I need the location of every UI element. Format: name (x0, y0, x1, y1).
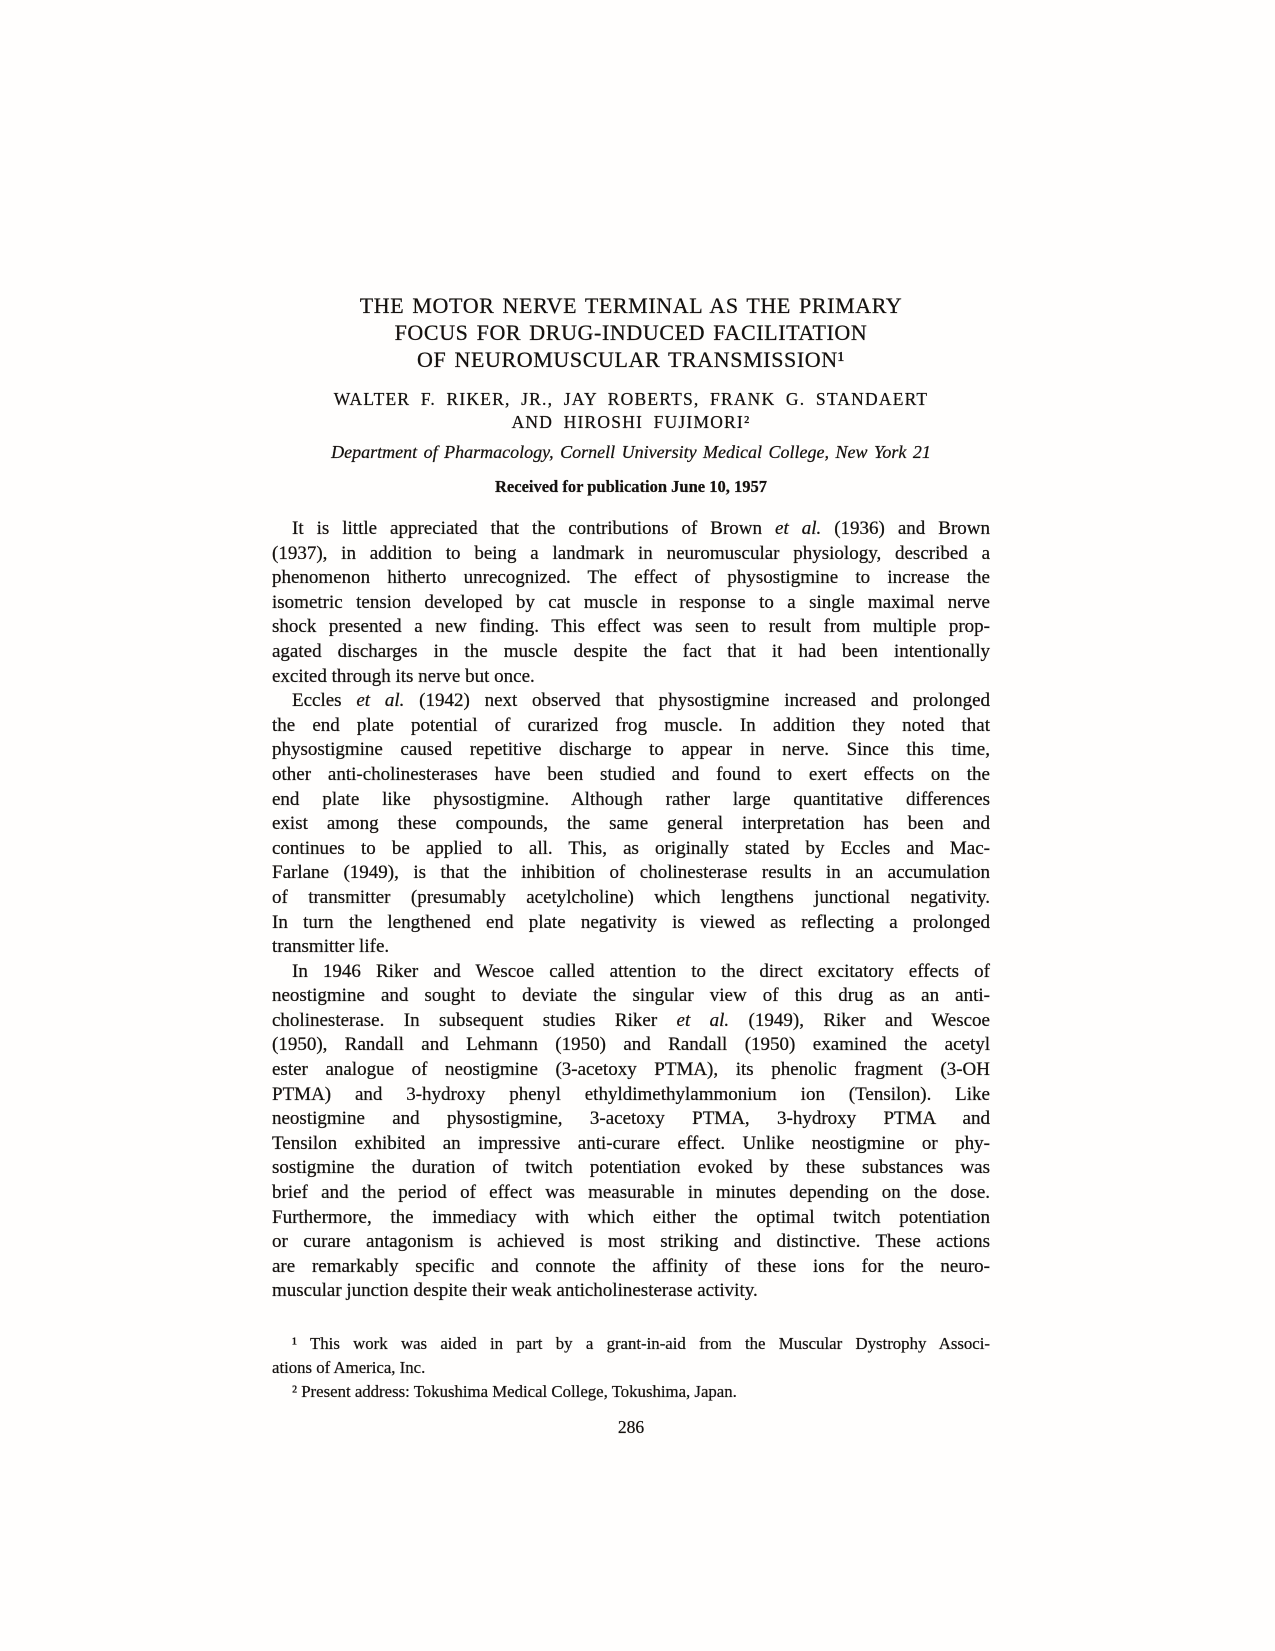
paragraph-1 (272, 517, 990, 689)
text-line: or curare antagonism is achieved is most striking and distinctive. These actions (272, 1231, 990, 1253)
text-line: ations of America, Inc. (272, 1358, 426, 1377)
text-line: sostigmine the duration of twitch potentiation evoked by these substances was (272, 1157, 990, 1179)
text-line: transmitter life. (272, 936, 390, 958)
text-line: THE MOTOR NERVE TERMINAL AS THE PRIMARY (359, 293, 903, 318)
text-line: shock presented a new finding. This effect was seen to result from multiple prop- (272, 616, 990, 638)
text-line: Furthermore, the immediacy with which either the optimal twitch potentiation (272, 1206, 990, 1228)
footnotes (272, 1332, 990, 1404)
text-line: of transmitter (presumably acetylcholine) which lengthens junctional negativity. (272, 886, 990, 908)
text-line: In 1946 Riker and Wescoe called attention to the direct excitatory effects of (292, 960, 990, 982)
text-line: are remarkably specific and connote the affinity of these ions for the neuro- (272, 1255, 990, 1277)
page-number: 286 (617, 1417, 645, 1437)
text-line: end plate like physostigmine. Although rather large quantitative differences (272, 788, 990, 810)
text-line: It is little appreciated that the contributions of Brown et al. (1936) and Brown (292, 518, 991, 539)
text-line: isometric tension developed by cat muscle in response to a single maximal nerve (272, 591, 990, 613)
article-authors (272, 388, 990, 434)
text-line: other anti-cholinesterases have been studied and found to exert effects on the (272, 763, 990, 785)
text-line: (1937), in addition to being a landmark in neuromuscular physiology, described a (272, 542, 990, 564)
article-body (272, 517, 990, 1304)
text-line: continues to be applied to all. This, as originally stated by Eccles and Mac- (272, 837, 990, 859)
text-line: phenomenon hitherto unrecognized. The effect of physostigmine to increase the (272, 567, 990, 589)
footnote-1 (272, 1332, 990, 1380)
paragraph-3 (272, 960, 990, 1304)
text-line: cholinesterase. In subsequent studies Riker et al. (1949), Riker and Wescoe (272, 1009, 990, 1031)
text-line: Farlane (1949), is that the inhibition of cholinesterase results in an accumulation (272, 862, 990, 884)
text-line: ² Present address: Tokushima Medical College, Tokushima, Japan. (292, 1382, 737, 1401)
text-line: PTMA) and 3-hydroxy phenyl ethyldimethylammonium ion (Tensilon). Like (272, 1083, 990, 1105)
text-line: Tensilon exhibited an impressive anti-curare effect. Unlike neostigmine or phy- (272, 1132, 990, 1154)
received-note: Received for publication June 10, 1957 (495, 477, 767, 496)
text-line: physostigmine caused repetitive discharge to appear in nerve. Since this time, (272, 739, 990, 761)
text-line: OF NEUROMUSCULAR TRANSMISSION¹ (417, 347, 845, 372)
page-content (272, 0, 990, 1438)
text-line: neostigmine and sought to deviate the singular view of this drug as an anti- (272, 985, 990, 1007)
text-line: excited through its nerve but once. (272, 665, 535, 687)
text-line: neostigmine and physostigmine, 3-acetoxy PTMA, 3-hydroxy PTMA and (272, 1108, 990, 1130)
text-line: ¹ This work was aided in part by a grant-in-aid from the Muscular Dystrophy Associ- (292, 1334, 990, 1353)
text-line: (1950), Randall and Lehmann (1950) and Randall (1950) examined the acetyl (272, 1034, 990, 1056)
text-line: Eccles et al. (1942) next observed that physostigmine increased and prolonged (292, 690, 990, 712)
footnote-2 (272, 1380, 990, 1404)
text-line: exist among these compounds, the same general interpretation has been and (272, 813, 990, 835)
text-line: muscular junction despite their weak anticholinesterase activity. (272, 1280, 758, 1302)
text-line: FOCUS FOR DRUG-INDUCED FACILITATION (394, 320, 868, 345)
text-line: AND HIROSHI FUJIMORI² (511, 412, 751, 432)
text-line: WALTER F. RIKER, JR., JAY ROBERTS, FRANK G. STANDAERT (333, 389, 929, 409)
text-line: In turn the lengthened end plate negativity is viewed as reflecting a prolonged (272, 911, 990, 933)
paragraph-2 (272, 689, 990, 960)
text-line: agated discharges in the muscle despite the fact that it had been intentionally (272, 640, 990, 662)
article-affiliation: Department of Pharmacology, Cornell University Medical College, New York 21 (331, 442, 931, 462)
text-line: brief and the period of effect was measurable in minutes depending on the dose. (272, 1182, 990, 1204)
text-line: the end plate potential of curarized frog muscle. In addition they noted that (272, 714, 990, 736)
article-title (272, 292, 990, 373)
text-line: ester analogue of neostigmine (3-acetoxy PTMA), its phenolic fragment (3-OH (272, 1059, 990, 1081)
